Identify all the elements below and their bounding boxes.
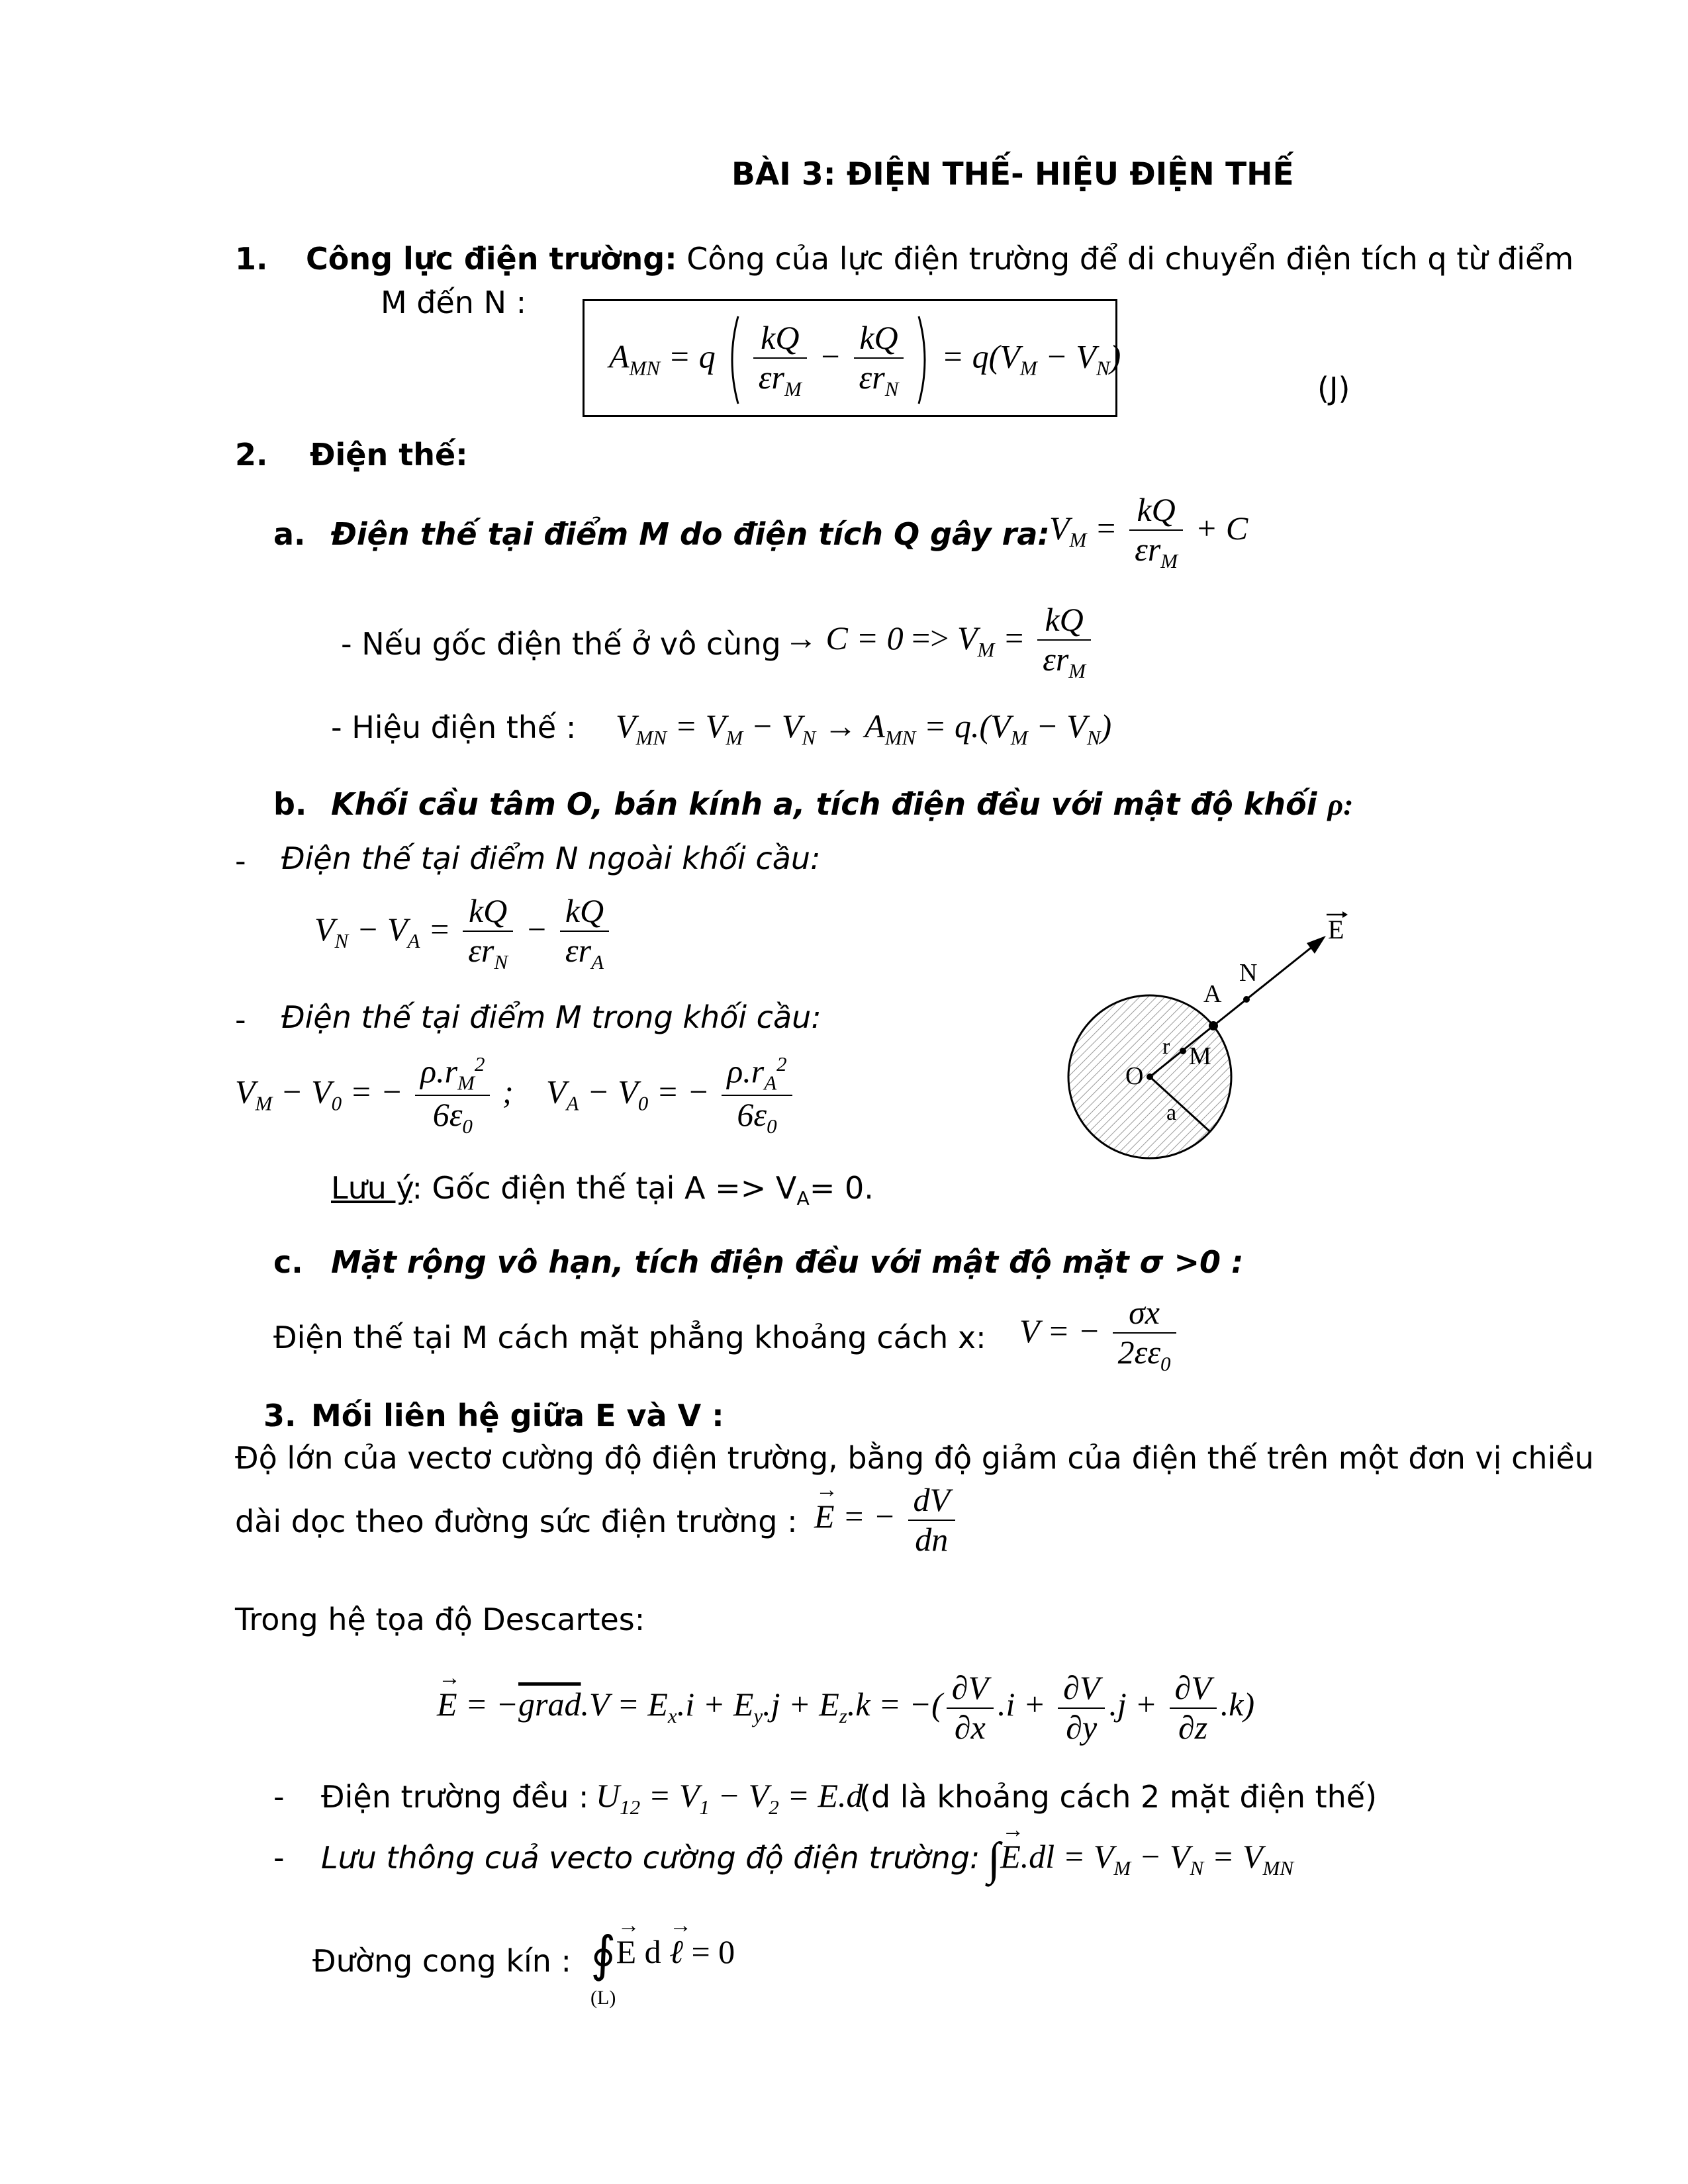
note-text: : Gốc điện thế tại A => V (412, 1170, 797, 1206)
descartes-line: Trong hệ tọa độ Descartes: (235, 1602, 645, 1637)
note-subscript: A (796, 1188, 810, 1210)
uniform-field-formula: $U_{12} = V_1 - V_2 = E.d$ (596, 1777, 863, 1819)
label-n: N (1239, 959, 1258, 987)
point-m (1180, 1048, 1186, 1054)
relation-line-1: Độ lớn của vectơ cường độ điện trường, bằng độ giảm của điện thế trên một đơn vị chiều (235, 1440, 1594, 1476)
field-line (1213, 941, 1319, 1026)
note-label: Lưu ý (331, 1170, 412, 1206)
inside-sphere-formula: $V_M - V_0$ = − $\frac{\rho.r_M^2}{6\varepsilon_0}$ ; (235, 1052, 514, 1138)
section-1-line (306, 241, 1573, 277)
section-3-number: 3. (263, 1398, 297, 1433)
closed-curve-formula: ∮E → d ℓ → = 0 (590, 1913, 735, 1982)
label-m: M (1189, 1042, 1211, 1070)
subsection-c-heading-line (331, 1244, 1243, 1280)
circulation-line: Lưu thông cuả vecto cường độ điện trường: (321, 1840, 980, 1876)
label-r: r (1162, 1034, 1170, 1059)
label-a-radius: a (1166, 1101, 1177, 1125)
uniform-field-line: Điện trường đều : (321, 1779, 589, 1815)
potential-difference-line: - Hiệu điện thế : (331, 709, 577, 745)
closed-curve-line: Đường cong kín : (312, 1943, 572, 1979)
infinity-formula: → $C = 0 => V_M$ = $\frac{kQ}{\varepsilon r_M}$ (784, 601, 1095, 682)
rho-symbol: ρ: (1327, 788, 1354, 821)
left-paren-icon (724, 314, 741, 406)
subsection-b-heading-line (331, 786, 1354, 822)
point-a (1209, 1021, 1218, 1030)
section-1-number: 1. (235, 241, 268, 277)
dash: - (235, 1002, 246, 1038)
potential-formula: $V_M$ = $\frac{kQ}{\varepsilon r_M}$ + C (1049, 491, 1248, 572)
plane-potential-formula: V = − $\frac{\sigma x}{2\varepsilon\varepsilon_0}$ (1019, 1294, 1180, 1375)
label-o: O (1125, 1062, 1144, 1090)
subsection-c-label: c. (273, 1244, 303, 1280)
point-n (1243, 996, 1250, 1003)
outside-sphere-line: Điện thế tại điểm N ngoài khối cầu: (281, 841, 821, 876)
note-line (331, 1170, 874, 1210)
section-2-number: 2. (235, 437, 268, 473)
label-a: A (1203, 980, 1222, 1008)
subsection-c-heading: Mặt rộng vô hạn, tích điện đều với mật độ mặt (331, 1244, 1129, 1280)
section-2-heading: Điện thế: (310, 437, 468, 473)
subsection-a-label: a. (273, 516, 306, 552)
section-1-text-2: M đến N : (381, 285, 527, 320)
uniform-field-note: (d là khoảng cách 2 mặt điện thế) (859, 1779, 1378, 1815)
page-title: BÀI 3: ĐIỆN THẾ- HIỆU ĐIỆN THẾ (731, 156, 1294, 193)
gradient-formula: E → = − $\frac{dV}{dn}$ (814, 1481, 959, 1559)
right-paren-icon (916, 314, 933, 406)
dash: - (273, 1840, 285, 1876)
circulation-formula: ∫E → $.dl = V_M - V_N = V_{MN}$ (988, 1818, 1294, 1885)
descartes-formula: E → = −grad.V = $E_x.i + E_y.j + E_z.k$ = −( $\frac{\partial V}{\partial x}$ .i + $\frac{\partial V}{\partial y}$ .j + $\frac{\partial V}{\partial z}$ .k) (437, 1665, 1255, 1746)
section-1-heading: Công lực điện trường: (306, 241, 677, 277)
section-1-text: Công của lực điện trường để di chuyển điện tích q từ điểm (686, 241, 1574, 277)
sphere-diagram (1059, 900, 1403, 1178)
sigma-condition: σ >0 : (1139, 1244, 1244, 1280)
label-e: E (1328, 915, 1344, 944)
relation-line-2: dài dọc theo đường sức điện trường : (235, 1504, 798, 1539)
dash: - (235, 843, 246, 879)
plane-potential-line: Điện thế tại M cách mặt phẳng khoảng cách x: (273, 1320, 986, 1355)
unit-joule: (J) (1317, 371, 1350, 406)
subsection-a-heading: Điện thế tại điểm M do điện tích Q gây ra: (331, 516, 1050, 552)
infinity-reference-line: - Nếu gốc điện thế ở vô cùng (341, 626, 781, 662)
field-arrow-icon (1307, 936, 1326, 954)
closed-curve-subscript: (L) (590, 1987, 616, 2009)
subsection-b-heading: Khối cầu tâm O, bán kính a, tích điện đều với mật độ khối (331, 786, 1317, 822)
inside-sphere-line: Điện thế tại điểm M trong khối cầu: (281, 999, 821, 1035)
potential-difference-formula: $V_{MN} = V_M - V_N \to A_{MN} = q.(V_M - V_N)$ (616, 707, 1112, 749)
work-formula: $A_{MN} = q$ $\frac{kQ}{\varepsilon r_M}$ − $\frac{kQ}{\varepsilon r_N}$ = $q(V_M - V_N)$ (609, 314, 1121, 406)
dash: - (273, 1779, 285, 1815)
outside-sphere-formula: $V_N - V_A$ = $\frac{kQ}{\varepsilon r_N}$ − $\frac{kQ}{\varepsilon r_A}$ (314, 892, 613, 974)
note-end: = 0. (809, 1170, 874, 1206)
center-point (1147, 1073, 1153, 1080)
section-3-heading: Mối liên hệ giữa E và V : (311, 1398, 724, 1433)
sphere-surface-formula: $V_A - V_0$ = − $\frac{\rho.r_A^2}{6\varepsilon_0}$ (546, 1052, 796, 1138)
subsection-b-label: b. (273, 786, 307, 822)
